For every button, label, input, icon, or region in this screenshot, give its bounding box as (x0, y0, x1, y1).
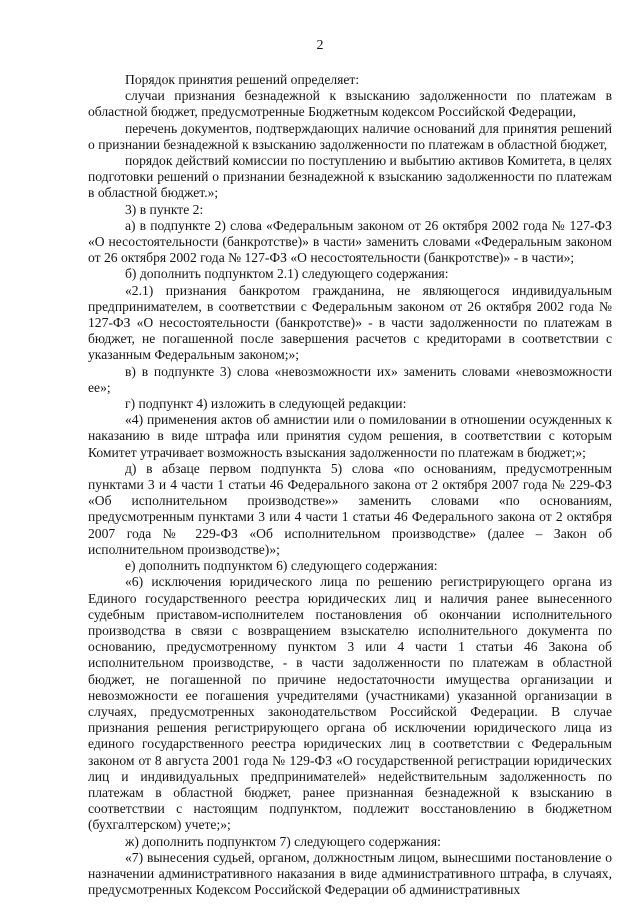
paragraph: «7) вынесения судьей, органом, должностным лицом, вынесшими постановление о назначении административного наказания в виде административного штрафа, в случаях, предусмотренных Кодексом Российской Федерации об административных (88, 849, 612, 898)
paragraph: в) в подпункте 3) слова «невозможности их» заменить словами «невозможности ее»; (88, 363, 612, 395)
paragraph: 3) в пункте 2: (125, 201, 204, 217)
paragraph: «4) применения актов об амнистии или о помиловании в отношении осужденных к наказанию в виде штрафа или принятия судом решения, в соответствии с которым Комитет утрачивает возможность взыскания задолженности по платежам в бюджет;»; (88, 412, 612, 460)
paragraph: случаи признания безнадежной к взысканию задолженности по платежам в областной бюджет, предусмотренные Бюджетным кодексом Российской Федерации, (88, 88, 612, 120)
paragraph: е) дополнить подпунктом 6) следующего содержания: (125, 558, 438, 574)
paragraph: ж) дополнить подпунктом 7) следующего содержания: (125, 833, 441, 849)
paragraph: г) подпункт 4) изложить в следующей редакции: (125, 396, 407, 412)
paragraph: а) в подпункте 2) слова «Федеральным законом от 26 октября 2002 года № 127-ФЗ «О несостоятельности (банкротстве)» в части» заменить словами «Федеральным законом от 26 октября 2002 года № 127-ФЗ «О несостоятельности (банкротстве)» - в части»; (88, 217, 612, 266)
paragraph: перечень документов, подтверждающих наличие оснований для принятия решений о признании безнадежной к взысканию задолженности по платежам в областной бюджет, (88, 120, 612, 152)
paragraph: «6) исключения юридического лица по решению регистрирующего органа из Единого государственного реестра юридических лиц и наличия ранее вынесенного судебным приставом-исполнителем постановления об окончании исполнительного производства в связи с возвращением взыскателю исполнительного документа по основанию, предусмотренному пунктом 3 или 4 части 1 статьи 46 Закона об исполнительном производстве, - в части задолженности по платежам в областной бюджет, не погашенной по причине недостаточности имущества организации и невозможности ее погашения учредителями (участниками) указанной организации в случаях, предусмотренных законодательством Российской Федерации. В случае признания решения регистрирующего органа об исключении юридического лица из единого государственного реестра юридических лиц в соответствии с Федеральным законом от 8 августа 2001 года № 129-ФЗ «О государственной регистрации юридических лиц и индивидуальных предпринимателей» недействительным задолженность по платежам в областной бюджет, ранее признанная безнадежной к взысканию в соответствии с настоящим подпунктом, подлежит восстановлению в бюджетном (бухгалтерском) учете;»; (88, 574, 612, 833)
paragraph: Порядок принятия решений определяет: (125, 72, 360, 87)
paragraph: порядок действий комиссии по поступлению и выбытию активов Комитета, в целях подготовки решений о признании безнадежной к взысканию задолженности по платежам в областной бюджет.»; (88, 153, 612, 201)
paragraph: «2.1) признания банкротом гражданина, не являющегося индивидуальным предпринимателем, в соответствии с Федеральным законом от 26 октября 2002 года № 127-ФЗ «О несостоятельности (банкротстве)» - в части задолженности по платежам в бюджет, не погашенной после завершения расчетов с кредиторами в соответствии с указанным Федеральным законом;»; (88, 282, 612, 363)
page-number: 2 (316, 38, 324, 53)
paragraph: б) дополнить подпунктом 2.1) следующего содержания: (125, 266, 449, 282)
paragraph: д) в абзаце первом подпункта 5) слова «по основаниям, предусмотренным пунктами 3 и 4 части 1 статьи 46 Федерального закона от 2 октября 2007 года № 229-ФЗ «Об исполнительном производстве»» заменить словами «по основаниям, предусмотренным пунктами 3 или 4 части 1 статьи 46 Федерального закона от 2 октября 2007 года № 229-ФЗ «Об исполнительном производстве» (далее – Закон об исполнительном производстве)»; (88, 460, 612, 557)
body-text (88, 72, 612, 898)
